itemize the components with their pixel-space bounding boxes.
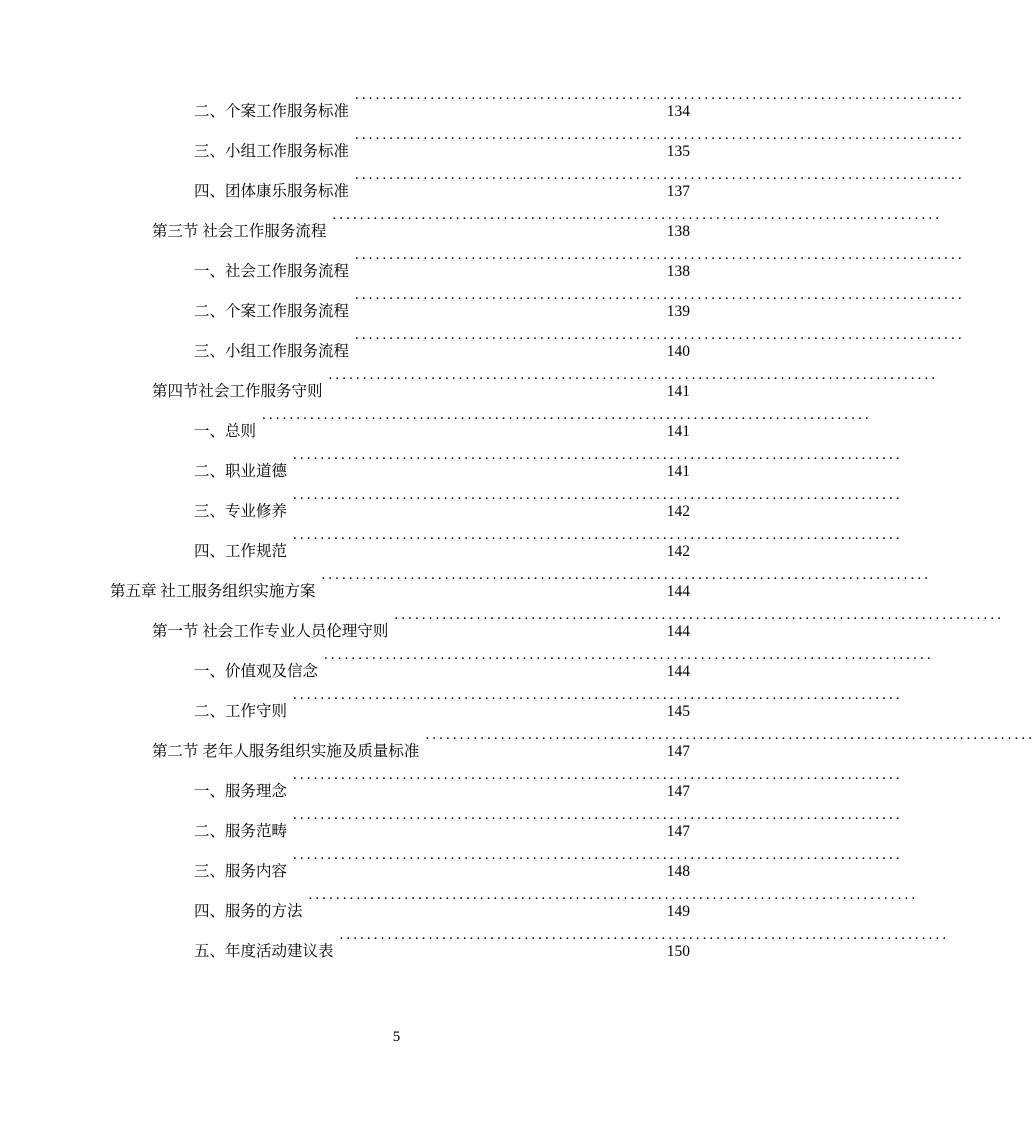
- toc-entry-page-number: 141: [666, 463, 690, 480]
- toc-entry-page-number: 144: [666, 583, 690, 600]
- toc-leader-dots: .........................................................................................: [355, 326, 965, 343]
- toc-entry-page-number: 141: [666, 383, 690, 400]
- toc-entry-label: 三、专业修养: [194, 503, 288, 520]
- toc-entry-label: 二、工作守则: [194, 703, 288, 720]
- toc-leader-dots: .........................................................................................: [394, 606, 1005, 623]
- toc-entry-page-number: 145: [666, 703, 690, 720]
- toc-leader-dots: .........................................................................................: [293, 486, 903, 503]
- toc-entry-label: 一、总则: [194, 423, 257, 440]
- toc-leader-dots: .........................................................................................: [425, 726, 1035, 743]
- toc-entry-page-number: 142: [666, 543, 690, 560]
- toc-entry-label: 四、服务的方法: [194, 903, 303, 920]
- toc-entry-page-number: 142: [666, 503, 690, 520]
- toc-entry-page-number: 144: [666, 663, 690, 680]
- toc-entry-label: 二、服务范畴: [194, 823, 288, 840]
- toc-entry-label: 第二节 老年人服务组织实施及质量标准: [152, 743, 420, 760]
- toc-leader-dots: .........................................................................................: [355, 166, 965, 183]
- toc-entry-label: 第五章 社工服务组织实施方案: [110, 583, 316, 600]
- toc-entry-page-number: 147: [666, 783, 690, 800]
- toc-leader-dots: .........................................................................................: [339, 926, 950, 943]
- toc-leader-dots: .........................................................................................: [293, 526, 903, 543]
- toc-leader-dots: .........................................................................................: [293, 686, 903, 703]
- toc-leader-dots: .........................................................................................: [293, 766, 903, 783]
- toc-entry-label: 四、团体康乐服务标准: [194, 183, 350, 200]
- toc-entry-label: 一、服务理念: [194, 783, 288, 800]
- toc-entry-page-number: 139: [666, 303, 690, 320]
- toc-entry-page-number: 141: [666, 423, 690, 440]
- toc-leader-dots: .........................................................................................: [355, 86, 965, 103]
- toc-entry-label: 一、社会工作服务流程: [194, 263, 350, 280]
- toc-leader-dots: .........................................................................................: [355, 126, 965, 143]
- toc-leader-dots: .........................................................................................: [262, 406, 872, 423]
- toc-entry-page-number: 138: [666, 263, 690, 280]
- toc-leader-dots: .........................................................................................: [355, 286, 965, 303]
- toc-entry-label: 第三节 社会工作服务流程: [152, 223, 327, 240]
- toc-entry-page-number: 137: [666, 183, 690, 200]
- toc-leader-dots: .........................................................................................: [293, 846, 903, 863]
- toc-leader-dots: .........................................................................................: [328, 366, 939, 383]
- toc-entry-label: 一、价值观及信念: [194, 663, 319, 680]
- toc-leader-dots: .........................................................................................: [308, 886, 919, 903]
- toc-entry-label: 三、服务内容: [194, 863, 288, 880]
- table-of-contents: [110, 86, 1035, 972]
- toc-entry-page-number: 147: [666, 743, 690, 760]
- toc-entry-label: 二、职业道德: [194, 463, 288, 480]
- toc-entry-label: 二、个案工作服务流程: [194, 303, 350, 320]
- page-number: 5: [392, 1029, 401, 1045]
- toc-leader-dots: .........................................................................................: [293, 446, 903, 463]
- toc-leader-dots: .........................................................................................: [321, 566, 932, 583]
- toc-entry-label: 二、个案工作服务标准: [194, 103, 350, 120]
- toc-entry-page-number: 144: [666, 623, 690, 640]
- toc-entry-page-number: 140: [666, 343, 690, 360]
- toc-entry-label: 第一节 社会工作专业人员伦理守则: [152, 623, 389, 640]
- toc-entry-page-number: 147: [666, 823, 690, 840]
- toc-entry-label: 三、小组工作服务流程: [194, 343, 350, 360]
- toc-entry-page-number: 134: [666, 103, 690, 120]
- toc-entry-label: 四、工作规范: [194, 543, 288, 560]
- toc-entry-label: 五、年度活动建议表: [194, 943, 334, 960]
- toc-entry-page-number: 138: [666, 223, 690, 240]
- toc-entry-page-number: 135: [666, 143, 690, 160]
- toc-leader-dots: .........................................................................................: [324, 646, 934, 663]
- toc-entry-label: 三、小组工作服务标准: [194, 143, 350, 160]
- toc-entry-page-number: 150: [666, 943, 690, 960]
- toc-entry[interactable]: [110, 926, 950, 972]
- toc-leader-dots: .........................................................................................: [355, 246, 965, 263]
- toc-entry-label: 第四节社会工作服务守则: [152, 383, 323, 400]
- toc-leader-dots: .........................................................................................: [293, 806, 903, 823]
- toc-entry-page-number: 148: [666, 863, 690, 880]
- toc-leader-dots: .........................................................................................: [332, 206, 943, 223]
- toc-entry-page-number: 149: [666, 903, 690, 920]
